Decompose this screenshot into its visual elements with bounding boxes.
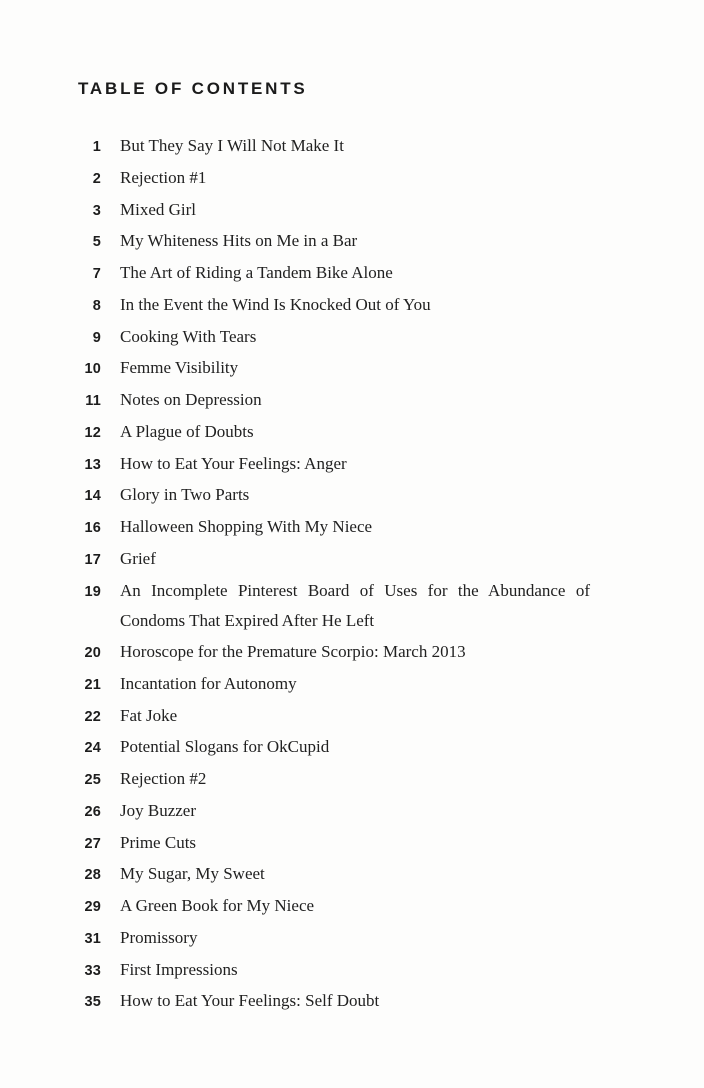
toc-entry-page-number: 28 xyxy=(84,867,101,884)
toc-entry xyxy=(58,131,590,163)
toc-entry-title: A Plague of Doubts xyxy=(120,421,254,441)
toc-entry-page-number: 22 xyxy=(84,708,101,725)
toc-entry xyxy=(58,544,590,576)
toc-entry-title: Promissory xyxy=(120,927,198,947)
toc-entry-page-number: 27 xyxy=(84,835,101,852)
toc-entry xyxy=(58,417,590,449)
toc-entry-page-number: 17 xyxy=(84,551,101,568)
toc-entry xyxy=(58,512,590,544)
toc-entry-title: My Sugar, My Sweet xyxy=(120,864,265,884)
toc-entry-title: Halloween Shopping With My Niece xyxy=(120,517,373,536)
toc-entry-page-number: 8 xyxy=(92,297,101,314)
toc-entry-page-number: 35 xyxy=(84,994,101,1011)
toc-entry xyxy=(58,923,590,955)
toc-entry xyxy=(58,955,590,987)
toc-entry xyxy=(58,576,590,638)
toc-entry-title: But They Say I Will Not Make It xyxy=(120,136,344,155)
toc-entry-page-number: 9 xyxy=(92,329,101,346)
toc-entry xyxy=(58,449,590,481)
toc-entry-title: Femme Visibility xyxy=(120,358,239,378)
toc-entry xyxy=(58,353,590,385)
toc-entry-title: Grief xyxy=(120,548,156,568)
toc-entry-page-number: 2 xyxy=(92,170,101,187)
toc-entry xyxy=(58,637,590,669)
toc-entry-title: Rejection #1 xyxy=(120,167,207,187)
toc-entry xyxy=(58,290,590,322)
toc-entry-page-number: 33 xyxy=(84,962,101,979)
toc-entry-title: The Art of Riding a Tandem Bike Alone xyxy=(120,263,393,282)
toc-entry-page-number: 31 xyxy=(84,930,101,947)
toc-entry-title: Rejection #2 xyxy=(120,769,207,788)
toc-entry xyxy=(58,226,590,258)
toc-entry-title: How to Eat Your Feelings: Anger xyxy=(120,453,347,473)
toc-entry-page-number: 12 xyxy=(84,424,101,441)
toc-entry-page-number: 24 xyxy=(84,740,101,757)
toc-entry-page-number: 20 xyxy=(84,645,101,661)
toc-entry-page-number: 26 xyxy=(84,803,101,820)
toc-entry xyxy=(58,986,590,1018)
toc-entry-title: In the Event the Wind Is Knocked Out of You xyxy=(120,294,431,314)
toc-entry xyxy=(58,195,590,227)
toc-entry xyxy=(58,322,590,354)
toc-entry-page-number: 5 xyxy=(92,234,101,251)
toc-entry xyxy=(58,859,590,891)
toc-entry xyxy=(58,701,590,733)
toc-entry-title: An Incomplete Pinterest Board of Uses for the Abundance of Condoms That Expired After He Left xyxy=(120,580,590,631)
toc-entry-title: Incantation for Autonomy xyxy=(120,673,297,693)
toc-entry-page-number: 19 xyxy=(84,583,101,600)
toc-entry-page-number: 3 xyxy=(92,202,101,219)
toc-entry-title: My Whiteness Hits on Me in a Bar xyxy=(120,231,358,251)
toc-entry-title: Prime Cuts xyxy=(120,832,197,852)
toc-entry xyxy=(58,480,590,512)
toc-entry-page-number: 14 xyxy=(84,488,101,505)
toc-entry xyxy=(58,764,590,796)
toc-entry xyxy=(58,732,590,764)
toc-entry-page-number: 29 xyxy=(84,899,101,915)
table-of-contents xyxy=(58,131,590,1018)
toc-entry-page-number: 10 xyxy=(84,361,101,378)
toc-entry-page-number: 1 xyxy=(92,139,101,155)
toc-entry-title: A Green Book for My Niece xyxy=(120,896,315,915)
toc-entry-title: Notes on Depression xyxy=(120,390,262,409)
toc-entry-title: Mixed Girl xyxy=(120,199,197,219)
toc-entry-title: Horoscope for the Premature Scorpio: March 2013 xyxy=(120,642,466,661)
toc-entry-title: First Impressions xyxy=(120,959,238,979)
toc-entry xyxy=(58,385,590,417)
toc-heading: TABLE OF CONTENTS xyxy=(78,79,308,98)
toc-entry-title: Cooking With Tears xyxy=(120,326,257,346)
toc-entry-page-number: 11 xyxy=(85,393,101,409)
toc-entry-title: Potential Slogans for OkCupid xyxy=(120,737,330,757)
toc-entry-title: How to Eat Your Feelings: Self Doubt xyxy=(120,991,380,1011)
toc-entry xyxy=(58,669,590,701)
toc-entry-title: Fat Joke xyxy=(120,705,178,725)
toc-entry-title: Joy Buzzer xyxy=(120,800,197,820)
toc-entry xyxy=(58,163,590,195)
toc-entry xyxy=(58,891,590,923)
toc-entry xyxy=(58,828,590,860)
toc-entry-title: Glory in Two Parts xyxy=(120,485,250,505)
toc-entry xyxy=(58,796,590,828)
toc-entry-page-number: 21 xyxy=(84,676,101,693)
toc-entry-page-number: 13 xyxy=(84,456,101,473)
toc-entry-page-number: 7 xyxy=(92,266,101,282)
toc-entry-page-number: 25 xyxy=(84,772,101,788)
toc-entry-page-number: 16 xyxy=(84,520,101,536)
toc-entry xyxy=(58,258,590,290)
